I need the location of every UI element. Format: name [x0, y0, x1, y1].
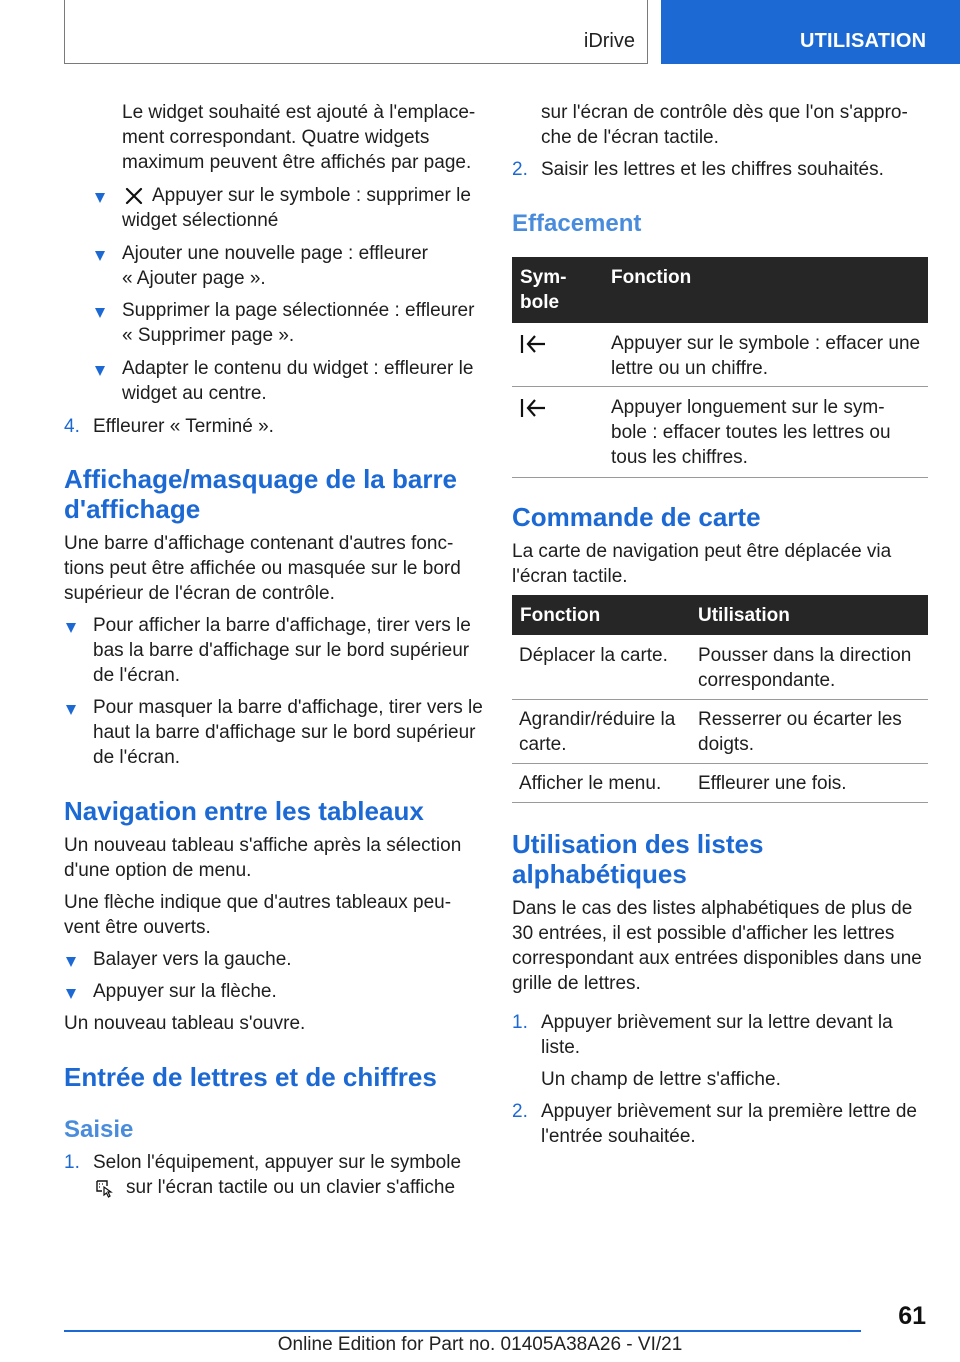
saisie-step1-line-1: Selon l'équipement, appuyer sur le symbole [93, 1152, 462, 1173]
eff-header-symbol-line-2: bole [520, 292, 560, 313]
heading-lists-line-2: alphabétiques [512, 859, 687, 889]
bullet-triangle-icon [66, 623, 76, 633]
step-number: 1. [512, 1012, 528, 1033]
lists-text-line-1: Dans le cas des listes alphabétiques de plus de [512, 898, 913, 919]
bullet-delete-widget-line-1: Appuyer sur le symbole : supprimer le [152, 185, 471, 206]
bar-text-line-1: Une barre d'affichage contenant d'autres fonc- [64, 533, 454, 554]
bullet-triangle-icon [66, 957, 76, 967]
map-row2-function-line-2: carte. [519, 734, 567, 755]
nav-bullet-swipe: Balayer vers la gauche. [93, 949, 292, 970]
bullet-triangle-icon [95, 366, 105, 376]
bullet-delete-widget-line-2: widget sélectionné [122, 210, 279, 231]
bar-bullet-hide-line-2: haut la barre d'affichage sur le bord supérieur [93, 722, 476, 743]
step-number: 4. [64, 416, 80, 437]
close-icon [124, 186, 144, 206]
heading-bar-line-2: d'affichage [64, 494, 201, 524]
map-row1-usage-line-2: correspondante. [698, 670, 836, 691]
bullet-triangle-icon [66, 989, 76, 999]
lists-text-line-2: 30 entrées, il est possible d'afficher les lettres [512, 923, 895, 944]
bar-text-line-3: supérieur de l'écran de contrôle. [64, 583, 335, 604]
bullet-triangle-icon [95, 308, 105, 318]
heading-saisie: Saisie [64, 1116, 134, 1143]
lists-step1-line-1: Appuyer brièvement sur la lettre devant la [541, 1012, 893, 1033]
step-number: 2. [512, 1101, 528, 1122]
bar-bullet-hide-line-1: Pour masquer la barre d'affichage, tirer vers le [93, 697, 483, 718]
bullet-adapt-widget-line-1: Adapter le contenu du widget : effleurer le [122, 358, 474, 379]
backspace-icon [519, 333, 549, 355]
table-divider [512, 802, 928, 803]
eff-row1-line-1: Appuyer sur le symbole : effacer une [611, 333, 921, 354]
bullet-triangle-icon [66, 705, 76, 715]
backspace-icon [519, 397, 549, 419]
eff-row2-line-2: bole : effacer toutes les lettres ou [611, 422, 891, 443]
map-row3-usage: Effleurer une fois. [698, 773, 847, 794]
bar-bullet-show-line-3: de l'écran. [93, 665, 181, 686]
nav-bullet-arrow: Appuyer sur la flèche. [93, 981, 277, 1002]
cont-line-1: sur l'écran de contrôle dès que l'on s'appro- [541, 102, 908, 123]
nav-text1-line-2: d'une option de menu. [64, 860, 252, 881]
map-row2-function-line-1: Agrandir/réduire la [519, 709, 676, 730]
lists-step1-line-2: liste. [541, 1037, 581, 1058]
keyboard-touch-icon [94, 1178, 116, 1198]
cont-line-2: che de l'écran tactile. [541, 127, 719, 148]
eff-table-header [512, 257, 928, 323]
bullet-triangle-icon [95, 251, 105, 261]
bar-bullet-show-line-1: Pour afficher la barre d'affichage, tirer vers le [93, 615, 471, 636]
lists-text-line-4: grille de lettres. [512, 973, 641, 994]
step-finish-text: Effleurer « Terminé ». [93, 416, 274, 437]
map-row1-function: Déplacer la carte. [519, 645, 668, 666]
eff-header-symbol-line-1: Sym- [520, 267, 567, 288]
heading-navigation: Navigation entre les tableaux [64, 796, 424, 826]
bar-bullet-show-line-2: bas la barre d'affichage sur le bord supérieur [93, 640, 470, 661]
map-header-function: Fonction [520, 605, 601, 626]
table-divider [512, 763, 928, 764]
map-text-line-2: l'écran tactile. [512, 566, 628, 587]
header-section-box [64, 0, 648, 64]
table-divider [512, 699, 928, 700]
footer-edition: Online Edition for Part no. 01405A38A26 - VI/21 [277, 1334, 683, 1355]
bullet-add-page-line-2: « Ajouter page ». [122, 268, 266, 289]
map-table-header [512, 595, 928, 635]
header-chapter-title: UTILISATION [800, 30, 927, 52]
heading-lists-line-1: Utilisation des listes [512, 829, 764, 859]
map-row1-usage-line-1: Pousser dans la direction [698, 645, 912, 666]
eff-row1-line-2: lettre ou un chiffre. [611, 358, 769, 379]
lists-step2-line-1: Appuyer brièvement sur la première lettre de [541, 1101, 917, 1122]
heading-effacement: Effacement [512, 210, 642, 237]
nav-text1-line-1: Un nouveau tableau s'affiche après la sélection [64, 835, 462, 856]
saisie-step1-line-2: sur l'écran tactile ou un clavier s'affiche [126, 1177, 456, 1198]
header-section-title: iDrive [583, 30, 635, 52]
intro-line-3: maximum peuvent être affichés par page. [122, 152, 472, 173]
heading-bar-line-1: Affichage/masquage de la barre [64, 464, 458, 494]
table-divider [512, 386, 928, 387]
nav-text3: Un nouveau tableau s'ouvre. [64, 1013, 306, 1034]
nav-text2-line-1: Une flèche indique que d'autres tableaux peu- [64, 892, 452, 913]
bullet-delete-page-line-1: Supprimer la page sélectionnée : effleurer [122, 300, 475, 321]
page-number: 61 [898, 1302, 926, 1330]
table-divider [512, 477, 928, 478]
map-row2-usage-line-2: doigts. [698, 734, 754, 755]
bullet-delete-page-line-2: « Supprimer page ». [122, 325, 295, 346]
heading-entry: Entrée de lettres et de chiffres [64, 1062, 437, 1092]
intro-line-2: ment correspondant. Quatre widgets [122, 127, 430, 148]
header-chapter-tab [661, 0, 960, 64]
bar-bullet-hide-line-3: de l'écran. [93, 747, 181, 768]
eff-row2-line-1: Appuyer longuement sur le sym- [611, 397, 885, 418]
step2-text: Saisir les lettres et les chiffres souhaités. [541, 159, 884, 180]
nav-text2-line-2: vent être ouverts. [64, 917, 211, 938]
map-text-line-1: La carte de navigation peut être déplacée via [512, 541, 892, 562]
footer-rule [64, 1330, 861, 1332]
bullet-add-page-line-1: Ajouter une nouvelle page : effleurer [122, 243, 428, 264]
lists-text-line-3: correspondant aux entrées disponibles dans une [512, 948, 922, 969]
lists-step2-line-2: l'entrée souhaitée. [541, 1126, 696, 1147]
lists-step1-sub: Un champ de lettre s'affiche. [541, 1069, 781, 1090]
bullet-adapt-widget-line-2: widget au centre. [122, 383, 267, 404]
step-number: 2. [512, 159, 528, 180]
bar-text-line-2: tions peut être affichée ou masquée sur le bord [64, 558, 461, 579]
bullet-triangle-icon [95, 193, 105, 203]
eff-header-function: Fonction [611, 267, 692, 288]
map-header-usage: Utilisation [698, 605, 790, 626]
heading-map: Commande de carte [512, 502, 761, 532]
map-row2-usage-line-1: Resserrer ou écarter les [698, 709, 902, 730]
step-number: 1. [64, 1152, 80, 1173]
eff-row2-line-3: tous les chiffres. [611, 447, 748, 468]
intro-line-1: Le widget souhaité est ajouté à l'emplace- [122, 102, 476, 123]
map-row3-function: Afficher le menu. [519, 773, 662, 794]
